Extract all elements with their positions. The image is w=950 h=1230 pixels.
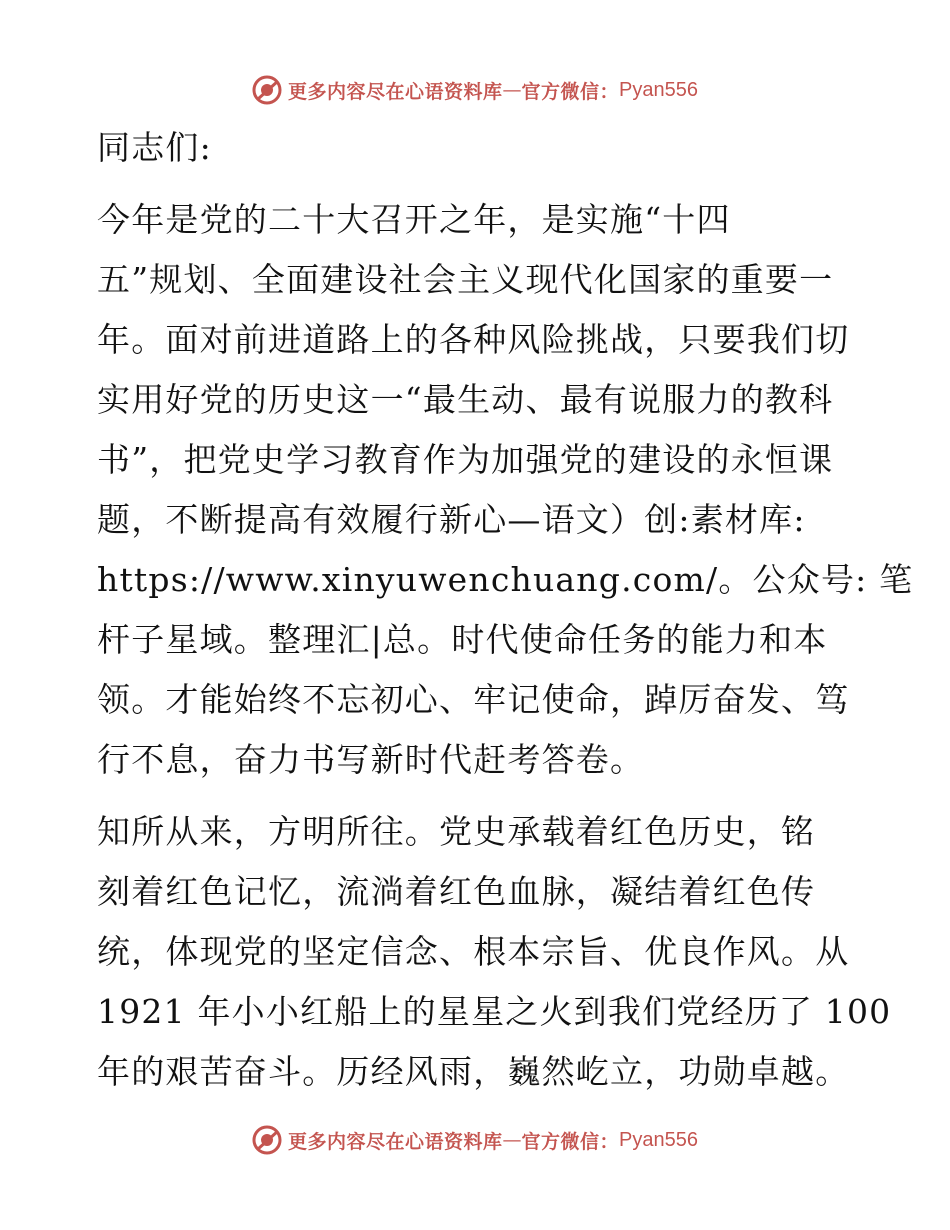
- text-line: 同志们:: [97, 128, 212, 167]
- text-line: 知所从来，方明所往。党史承载着红色历史，铭: [97, 812, 816, 851]
- paragraph-greeting: [97, 118, 857, 178]
- banner-wechat-account: Pyan556: [619, 78, 698, 101]
- text-line: 统，体现党的坚定信念、根本宗旨、优良作风。从: [97, 932, 850, 971]
- banner-wechat-account: Pyan556: [619, 1128, 698, 1151]
- banner-site-text: 更多内容尽在心语资料库: [288, 80, 503, 103]
- text-line: 行不息，奋力书写新时代赶考答卷。: [97, 740, 645, 779]
- text-line: 1921 年小小红船上的星星之火到我们党经历了 100: [97, 992, 892, 1031]
- text-line: 五”规划、全面建设社会主义现代化国家的重要一: [97, 260, 834, 299]
- banner-wechat-label: 官方微信：: [521, 1130, 620, 1153]
- document-body: [97, 118, 914, 1102]
- banner-wechat-label: 官方微信：: [521, 80, 620, 103]
- banner-separator: —: [502, 79, 522, 101]
- text-line: 实用好党的历史这一“最生动、最有说服力的教科: [97, 380, 834, 419]
- logo-icon: [252, 75, 282, 105]
- text-line: 年。面对前进道路上的各种风险挑战，只要我们切: [97, 320, 850, 359]
- text-line: 题，不断提高有效履行新心—语文）创:素材库:: [97, 500, 806, 539]
- text-line: 领。才能始终不忘初心、牢记使命，踔厉奋发、笃: [97, 680, 850, 719]
- header-watermark-banner: [0, 70, 950, 110]
- text-line: 杆子星域。整理汇|总。时代使命任务的能力和本: [97, 620, 828, 659]
- text-line: 今年是党的二十大召开之年，是实施“十四: [97, 200, 731, 239]
- text-line: 年的艰苦奋斗。历经风雨，巍然屹立，功勋卓越。: [97, 1052, 850, 1091]
- banner-separator: —: [502, 1129, 522, 1151]
- banner-site-text: 更多内容尽在心语资料库: [288, 1130, 503, 1153]
- text-line: 刻着红色记忆，流淌着红色血脉，凝结着红色传: [97, 872, 816, 911]
- paragraph-1: [97, 190, 914, 790]
- logo-icon: [252, 1125, 282, 1155]
- text-line: 书”，把党史学习教育作为加强党的建设的永恒课: [97, 440, 834, 479]
- text-line: https://www.xinyuwenchuang.com/。公众号: 笔: [97, 560, 914, 599]
- paragraph-2: [97, 802, 892, 1102]
- footer-watermark-banner: [0, 1120, 950, 1160]
